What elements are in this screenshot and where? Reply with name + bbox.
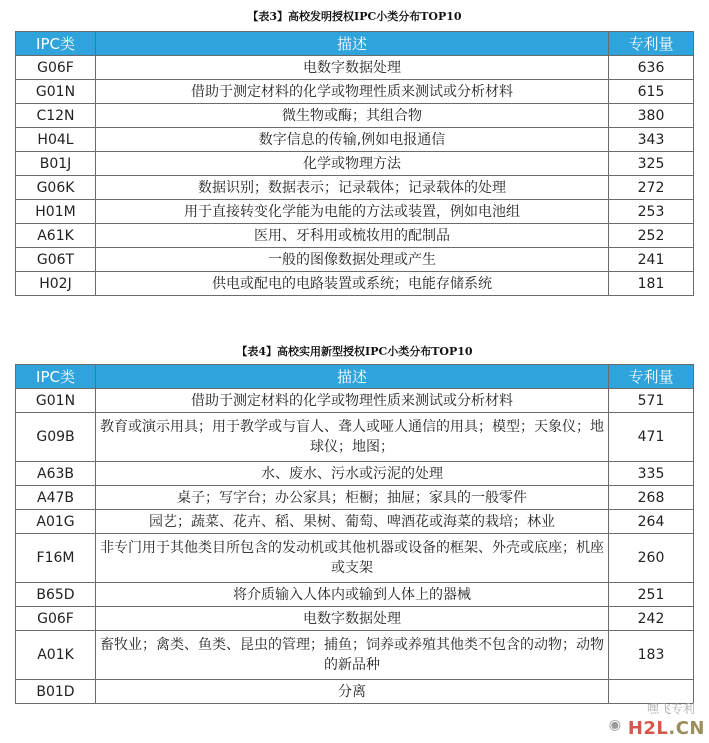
ipc-code-cell: H01M xyxy=(16,200,96,224)
table-row xyxy=(16,389,694,413)
column-header-ipc: IPC类 xyxy=(16,32,96,56)
count-cell: 183 xyxy=(609,631,694,680)
ipc-code-cell: B01J xyxy=(16,152,96,176)
count-cell: 335 xyxy=(609,462,694,486)
description-cell: 用于直接转变化学能为电能的方法或装置，例如电池组 xyxy=(96,200,609,224)
ipc-code-cell: B01D xyxy=(16,680,96,704)
count-cell: 615 xyxy=(609,80,694,104)
description-cell: 借助于测定材料的化学或物理性质来测试或分析材料 xyxy=(96,389,609,413)
description-cell: 电数字数据处理 xyxy=(96,607,609,631)
table-row xyxy=(16,413,694,462)
count-cell: 268 xyxy=(609,486,694,510)
table-row xyxy=(16,583,694,607)
watermark-brand-a: H2L xyxy=(627,718,669,739)
description-cell: 数字信息的传输,例如电报通信 xyxy=(96,128,609,152)
table-row xyxy=(16,248,694,272)
ipc-code-cell: G01N xyxy=(16,389,96,413)
wechat-icon: ◉ xyxy=(608,717,621,733)
description-cell: 供电或配电的电路装置或系统；电能存储系统 xyxy=(96,272,609,296)
ipc-code-cell: G06T xyxy=(16,248,96,272)
count-cell: 252 xyxy=(609,224,694,248)
table4-header-row xyxy=(16,365,694,389)
count-cell: 241 xyxy=(609,248,694,272)
table4 xyxy=(15,364,694,704)
count-cell: 251 xyxy=(609,583,694,607)
description-cell: 微生物或酶；其组合物 xyxy=(96,104,609,128)
ipc-code-cell: A61K xyxy=(16,224,96,248)
ipc-code-cell: F16M xyxy=(16,534,96,583)
description-cell: 分离 xyxy=(96,680,609,704)
ipc-code-cell: G09B xyxy=(16,413,96,462)
table-row xyxy=(16,176,694,200)
table-row xyxy=(16,607,694,631)
table-row xyxy=(16,462,694,486)
ipc-code-cell: A01G xyxy=(16,510,96,534)
description-cell: 园艺；蔬菜、花卉、稻、果树、葡萄、啤酒花或海菜的栽培；林业 xyxy=(96,510,609,534)
column-header-ipc: IPC类 xyxy=(16,365,96,389)
ipc-code-cell: G06K xyxy=(16,176,96,200)
watermark-logo xyxy=(628,718,705,739)
count-cell: 264 xyxy=(609,510,694,534)
ipc-code-cell: G06F xyxy=(16,56,96,80)
column-header-count: 专利量 xyxy=(609,365,694,389)
table4-caption: 【表4】高校实用新型授权IPC小类分布TOP10 xyxy=(236,345,473,358)
table-row xyxy=(16,56,694,80)
count-cell: 325 xyxy=(609,152,694,176)
ipc-code-cell: G01N xyxy=(16,80,96,104)
table-row xyxy=(16,152,694,176)
table3-header-row xyxy=(16,32,694,56)
description-cell: 将介质输入人体内或输到人体上的器械 xyxy=(96,583,609,607)
watermark-subtitle: 嘿飞专利 xyxy=(646,702,695,716)
ipc-code-cell: B65D xyxy=(16,583,96,607)
description-cell: 借助于测定材料的化学或物理性质来测试或分析材料 xyxy=(96,80,609,104)
ipc-code-cell: C12N xyxy=(16,104,96,128)
table-row xyxy=(16,224,694,248)
description-cell: 电数字数据处理 xyxy=(96,56,609,80)
count-cell: 181 xyxy=(609,272,694,296)
description-cell: 化学或物理方法 xyxy=(96,152,609,176)
table-row xyxy=(16,680,694,704)
count-cell: 242 xyxy=(609,607,694,631)
count-cell: 343 xyxy=(609,128,694,152)
description-cell: 数据识别；数据表示；记录载体；记录载体的处理 xyxy=(96,176,609,200)
count-cell: 380 xyxy=(609,104,694,128)
description-cell: 畜牧业；禽类、鱼类、昆虫的管理；捕鱼；饲养或养殖其他类不包含的动物；动物的新品种 xyxy=(96,631,609,680)
table-row xyxy=(16,510,694,534)
ipc-code-cell: A47B xyxy=(16,486,96,510)
table3-caption: 【表3】高校发明授权IPC小类分布TOP10 xyxy=(247,10,462,23)
table-row xyxy=(16,80,694,104)
table-row xyxy=(16,272,694,296)
description-cell: 桌子；写字台；办公家具；柜橱；抽屉；家具的一般零件 xyxy=(96,486,609,510)
ipc-code-cell: H02J xyxy=(16,272,96,296)
count-cell: 471 xyxy=(609,413,694,462)
ipc-code-cell: G06F xyxy=(16,607,96,631)
count-cell: 253 xyxy=(609,200,694,224)
description-cell: 水、废水、污水或污泥的处理 xyxy=(96,462,609,486)
description-cell: 教育或演示用具；用于教学或与盲人、聋人或哑人通信的用具；模型；天象仪；地球仪；地图； xyxy=(96,413,609,462)
table-row xyxy=(16,631,694,680)
count-cell: 260 xyxy=(609,534,694,583)
description-cell: 医用、牙科用或梳妆用的配制品 xyxy=(96,224,609,248)
description-cell: 一般的图像数据处理或产生 xyxy=(96,248,609,272)
table-row xyxy=(16,104,694,128)
description-cell: 非专门用于其他类目所包含的发动机或其他机器或设备的框架、外壳或底座；机座或支架 xyxy=(96,534,609,583)
ipc-code-cell: H04L xyxy=(16,128,96,152)
column-header-description: 描述 xyxy=(96,365,609,389)
count-cell: 272 xyxy=(609,176,694,200)
column-header-description: 描述 xyxy=(96,32,609,56)
table-row xyxy=(16,128,694,152)
table-row xyxy=(16,200,694,224)
table-row xyxy=(16,486,694,510)
count-cell: 571 xyxy=(609,389,694,413)
table3 xyxy=(15,31,694,296)
watermark-brand-b: .CN xyxy=(668,718,705,739)
ipc-code-cell: A63B xyxy=(16,462,96,486)
table-row xyxy=(16,534,694,583)
count-cell: 636 xyxy=(609,56,694,80)
ipc-code-cell: A01K xyxy=(16,631,96,680)
column-header-count: 专利量 xyxy=(609,32,694,56)
